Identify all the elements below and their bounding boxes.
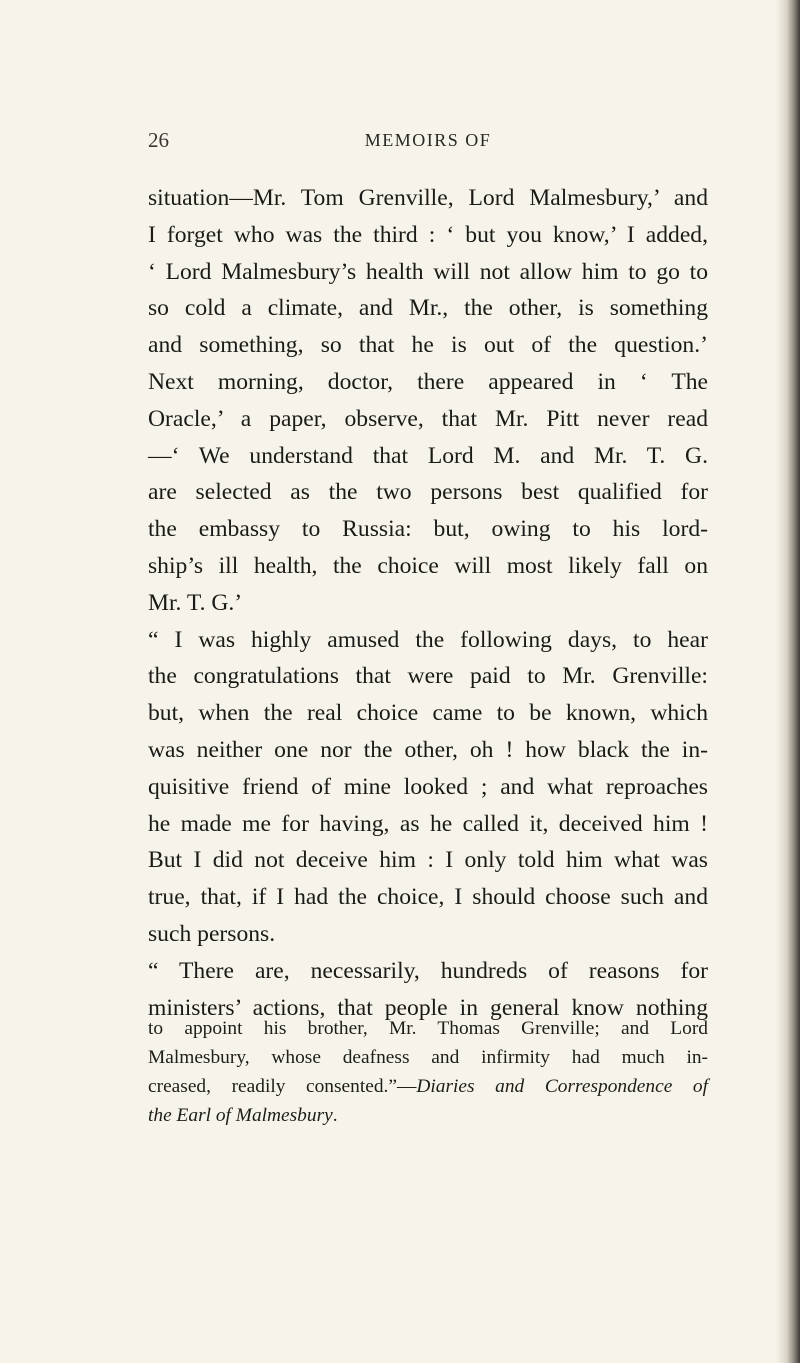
text-line: ‘ Lord Malmesbury’s health will not allow him to go to	[148, 258, 708, 285]
text-line: but, when the real choice came to be known, which	[148, 700, 708, 727]
text-line: ministers’ actions, that people in general know nothing	[148, 994, 708, 1021]
footnote-line: to appoint his brother, Mr. Thomas Grenville; and Lord	[148, 1018, 708, 1039]
text-line: Oracle,’ a paper, observe, that Mr. Pitt never read	[148, 405, 708, 432]
footnote-line	[148, 1072, 708, 1101]
text-line: such persons.	[148, 920, 276, 947]
footnote-citation-title: Diaries and Correspondence of	[416, 1076, 708, 1097]
text-line: Mr. T. G.’	[148, 589, 243, 616]
footnote	[148, 1014, 708, 1130]
footnote-end-punctuation: .	[332, 1105, 338, 1126]
text-line: But I did not deceive him : I only told him what was	[148, 847, 708, 874]
text-line: I forget who was the third : ‘ but you know,’ I added,	[148, 221, 708, 248]
page-header	[148, 128, 708, 158]
text-line: are selected as the two persons best qualified for	[148, 479, 708, 506]
text-line: situation—Mr. Tom Grenville, Lord Malmesbury,’ and	[148, 185, 708, 211]
text-line: he made me for having, as he called it, deceived him !	[148, 810, 708, 837]
page-number: 26	[148, 128, 169, 152]
text-line: so cold a climate, and Mr., the other, is something	[148, 295, 708, 322]
footnote-citation-title: the Earl of Malmesbury	[148, 1105, 333, 1126]
footnote-text: creased, readily consented.”—	[148, 1076, 417, 1097]
spine-shadow	[776, 0, 800, 1363]
text-line: ship’s ill health, the choice will most likely fall on	[148, 552, 708, 579]
text-line: “ I was highly amused the following days, to hear	[148, 626, 708, 653]
text-line: Next morning, doctor, there appeared in ‘ The	[148, 368, 708, 395]
text-line: and something, so that he is out of the question.’	[148, 332, 708, 359]
running-head: MEMOIRS OF	[364, 130, 492, 150]
text-line: quisitive friend of mine looked ; and what reproaches	[148, 773, 708, 800]
text-line: true, that, if I had the choice, I should choose such and	[148, 884, 708, 911]
body-text	[148, 180, 708, 1026]
text-line: was neither one nor the other, oh ! how black the in-	[148, 736, 708, 763]
footnote-line	[148, 1101, 708, 1130]
text-line: —‘ We understand that Lord M. and Mr. T. G.	[148, 442, 708, 469]
text-line: the embassy to Russia: but, owing to his lord-	[148, 516, 708, 543]
text-line: “ There are, necessarily, hundreds of reasons for	[148, 957, 708, 984]
text-line: the congratulations that were paid to Mr. Grenville:	[148, 663, 708, 690]
footnote-line: Malmesbury, whose deafness and infirmity had much in-	[148, 1047, 708, 1068]
